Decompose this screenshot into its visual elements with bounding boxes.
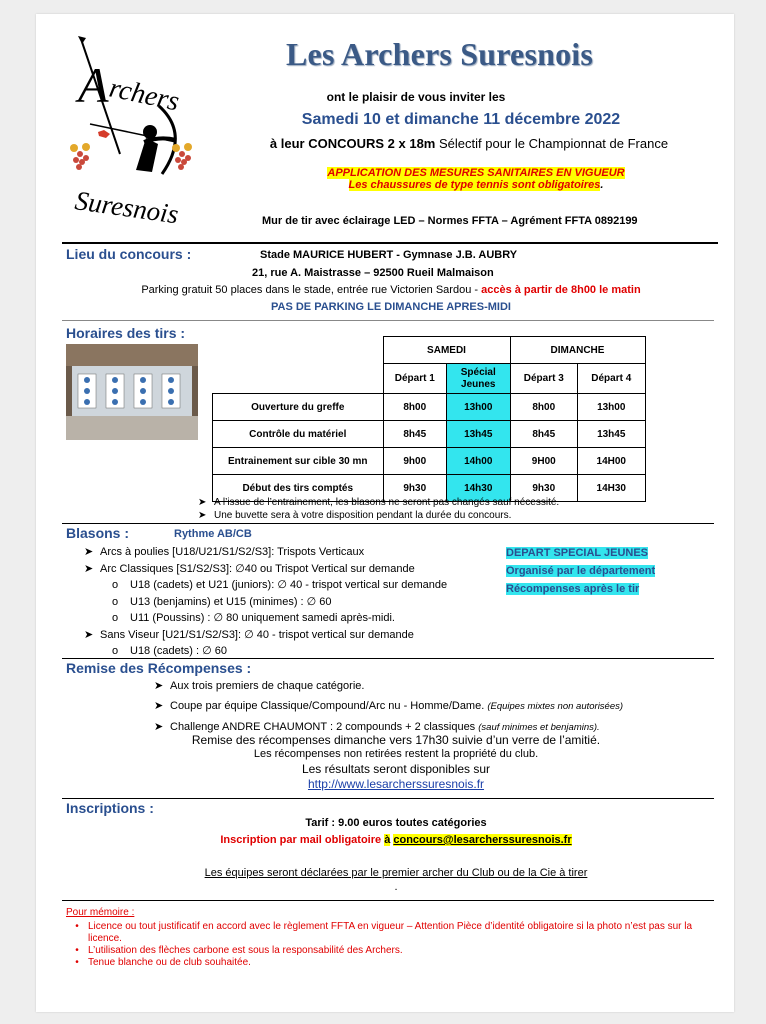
svg-text:Suresnois: Suresnois	[73, 185, 181, 229]
horaires-heading: Horaires des tirs :	[66, 325, 186, 341]
mail-line	[136, 834, 656, 846]
event-dates: Samedi 10 et dimanche 11 décembre 2022	[301, 111, 621, 128]
jeunes-line: Organisé par le département	[506, 565, 656, 577]
depart-1-header: Départ 1	[383, 364, 447, 394]
time-cell: 8h00	[510, 394, 578, 421]
divider	[62, 658, 714, 659]
non-retirees-text: Les récompenses non retirées restent la propriété du club.	[253, 748, 539, 760]
divider	[62, 523, 714, 524]
shoes-dot: .	[600, 179, 604, 191]
memoire-list	[66, 921, 712, 969]
time-cell: 9h30	[383, 475, 447, 502]
blasons-heading: Blasons :	[66, 525, 130, 541]
horaires-notes	[198, 496, 559, 522]
mail-a: à	[384, 834, 391, 846]
equipes-dot: .	[394, 881, 398, 893]
schedule-row	[213, 394, 646, 421]
schedule-row	[213, 448, 646, 475]
memoire-heading: Pour mémoire :	[66, 907, 135, 918]
results-link[interactable]: http://www.lesarcherssuresnois.fr	[307, 777, 485, 791]
divider	[62, 798, 714, 799]
remise-text: Remise des récompenses dimanche vers 17h30 suivie d’un verre de l’amitié.	[191, 733, 601, 747]
time-cell: 13h00	[578, 394, 646, 421]
rythme-label: Rythme AB/CB	[174, 528, 252, 540]
dimanche-header: DIMANCHE	[510, 337, 645, 364]
mail-link[interactable]: concours@lesarcherssuresnois.fr	[393, 834, 572, 846]
note-text: A l’issue de l’entrainement, les blasons ne seront pas changés sauf nécessité.	[214, 497, 560, 508]
time-cell: 14H00	[578, 448, 646, 475]
tarif-text: Tarif : 9.00 euros toutes catégories	[305, 817, 487, 829]
archers-suresnois-logo	[64, 34, 204, 229]
time-cell: 13h00	[447, 394, 511, 421]
svg-text:A: A	[78, 57, 109, 113]
recompenses-heading: Remise des Récompenses :	[66, 660, 252, 676]
no-parking-notice: PAS DE PARKING LE DIMANCHE APRES-MIDI	[271, 301, 511, 313]
club-title: Les Archers Suresnois	[286, 36, 594, 72]
resultats-text: Les résultats seront disponibles sur	[301, 762, 491, 776]
sanitary-block	[306, 167, 646, 191]
row-label: Entrainement sur cible 30 mn	[213, 448, 384, 475]
time-cell: 8h45	[383, 421, 447, 448]
list-item: ➤ Une buvette sera à votre disposition pendant la durée du concours.	[198, 510, 512, 521]
lieu-heading: Lieu du concours :	[66, 246, 192, 262]
mail-prefix: Inscription par mail obligatoire	[220, 834, 385, 846]
parking-access: accès à partir de 8h00 le matin	[481, 284, 641, 296]
equipes-text: Les équipes seront déclarées par le premier archer du Club ou de la Cie à tirer	[204, 867, 588, 879]
divider	[62, 900, 714, 901]
schedule-row	[213, 421, 646, 448]
list-item: o U11 (Poussins) : ∅ 80 uniquement samedi après-midi.	[112, 612, 395, 624]
depart-4-header: Départ 4	[578, 364, 646, 394]
time-cell: 9h00	[383, 448, 447, 475]
special-jeunes-header: Spécial Jeunes	[447, 364, 511, 394]
time-cell: 14h30	[447, 475, 511, 502]
list-item: ➤ Aux trois premiers de chaque catégorie.	[154, 680, 365, 692]
stade-name: Stade MAURICE HUBERT - Gymnase J.B. AUBRY	[260, 249, 518, 261]
time-cell: 9H00	[510, 448, 578, 475]
row-label: Ouverture du greffe	[213, 394, 384, 421]
list-item: • Licence ou tout justificatif en accord avec le règlement FFTA en vigueur – Attention Pièce d’identité obligatoire si la photo n’est pas sur la licence.	[75, 921, 693, 944]
list-item: ➤ A l’issue de l’entrainement, les blasons ne seront pas changés sauf nécessité.	[198, 497, 560, 508]
svg-text:rchers: rchers	[106, 72, 182, 118]
parking-line	[66, 284, 716, 296]
list-item: ➤ Challenge ANDRE CHAUMONT : 2 compounds + 2 classiques (sauf minimes et benjamins).	[154, 721, 600, 733]
concours-line	[254, 136, 684, 151]
time-cell: 8h00	[383, 394, 447, 421]
row-label: Contrôle du matériel	[213, 421, 384, 448]
row-label: Début des tirs comptés	[213, 475, 384, 502]
schedule-table	[212, 336, 646, 502]
mur-de-tir: Mur de tir avec éclairage LED – Normes FFTA – Agrément FFTA 0892199	[262, 215, 638, 227]
time-cell: 8h45	[510, 421, 578, 448]
list-item: o U18 (cadets) et U21 (juniors): ∅ 40 - trispot vertical sur demande	[112, 579, 448, 591]
archery-targets-photo	[66, 344, 198, 440]
note-text: Une buvette sera à votre disposition pendant la durée du concours.	[214, 510, 512, 521]
list-item: ➤ Coupe par équipe Classique/Compound/Arc nu - Homme/Dame. (Equipes mixtes non autorisées)	[154, 700, 624, 712]
list-item: • Tenue blanche ou de club souhaitée.	[75, 957, 251, 968]
blasons-list	[84, 544, 447, 660]
time-cell: 13h45	[447, 421, 511, 448]
sanitary-notice: APPLICATION DES MESURES SANITAIRES EN VIGUEUR	[327, 167, 625, 179]
list-item: ➤ Sans Viseur [U21/S1/S2/S3]: ∅ 40 - trispot vertical sur demande	[84, 628, 414, 641]
depart-3-header: Départ 3	[510, 364, 578, 394]
list-item: o U13 (benjamins) et U15 (minimes) : ∅ 60	[112, 595, 332, 608]
invite-line: ont le plaisir de vous inviter les	[326, 90, 506, 104]
shoes-notice: Les chaussures de type tennis sont obligatoires	[348, 179, 601, 191]
concours-label: à leur CONCOURS 2 x 18m	[269, 136, 436, 151]
parking-text: Parking gratuit 50 places dans le stade, entrée rue Victorien Sardou -	[141, 284, 482, 296]
samedi-header: SAMEDI	[383, 337, 510, 364]
invitation-page	[36, 14, 734, 1012]
list-item: o U18 (cadets) : ∅ 60	[112, 645, 228, 657]
list-item: ➤ Arc Classiques [S1/S2/S3]: ∅40 ou Trispot Vertical sur demande	[84, 562, 415, 575]
inscriptions-heading: Inscriptions :	[66, 800, 154, 816]
time-cell: 14h00	[447, 448, 511, 475]
jeunes-line: DEPART SPECIAL JEUNES	[506, 547, 649, 559]
concours-selectif: Sélectif pour le Championnat de France	[435, 136, 669, 151]
list-item: • L’utilisation des flèches carbone est sous la responsabilité des Archers.	[75, 945, 403, 956]
time-cell: 9h30	[510, 475, 578, 502]
time-cell: 14H30	[578, 475, 646, 502]
jeunes-box	[506, 544, 655, 598]
divider	[62, 242, 718, 244]
stade-address: 21, rue A. Maistrasse – 92500 Rueil Malmaison	[252, 267, 494, 279]
divider	[62, 320, 714, 321]
list-item: ➤ Arcs à poulies [U18/U21/S1/S2/S3]: Trispots Verticaux	[84, 546, 365, 558]
time-cell: 13h45	[578, 421, 646, 448]
jeunes-line: Récompenses après le tir	[506, 583, 640, 595]
recompenses-list	[154, 676, 623, 738]
